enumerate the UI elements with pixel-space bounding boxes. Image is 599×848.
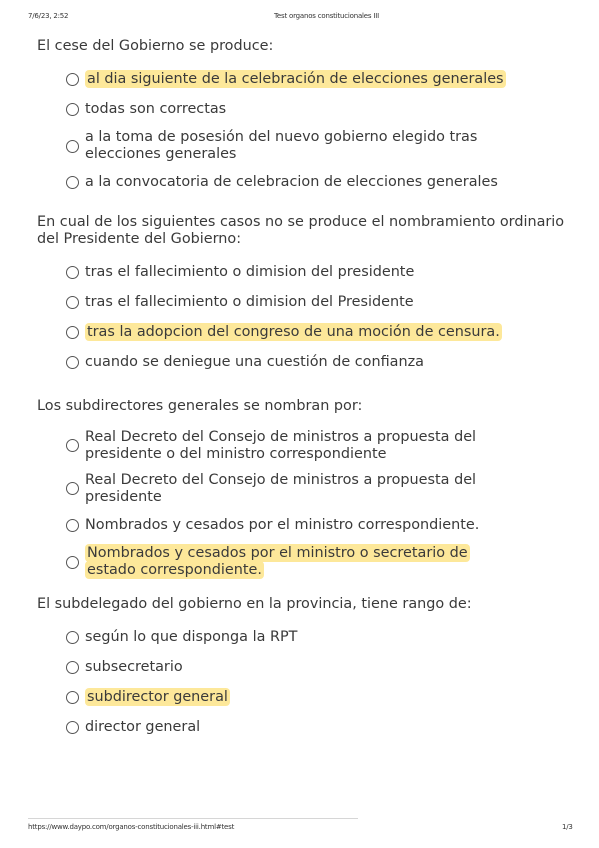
answer-option[interactable]	[66, 257, 577, 287]
answer-label: Real Decreto del Consejo de ministros a propuesta del presidente o del ministro correspondiente	[85, 428, 477, 462]
answer-label: subsecretario	[85, 658, 183, 675]
answer-option[interactable]	[66, 124, 577, 168]
question-text: El subdelegado del gobierno en la provincia, tiene rango de:	[37, 596, 472, 612]
question-1	[37, 38, 577, 196]
answer-label: Real Decreto del Consejo de ministros a propuesta del presidente	[85, 471, 477, 505]
page-number: 1/3	[562, 823, 573, 831]
radio-circle-icon[interactable]	[66, 266, 79, 279]
answer-label: tras el fallecimiento o dimision del presidente	[85, 263, 415, 280]
radio-circle-icon[interactable]	[66, 691, 79, 704]
answer-option[interactable]	[66, 540, 577, 584]
footer-divider	[28, 818, 358, 819]
question-text: El cese del Gobierno se produce:	[37, 38, 274, 54]
print-date: 7/6/23, 2:52	[28, 12, 69, 20]
radio-circle-icon[interactable]	[66, 73, 79, 86]
answer-label-highlighted: tras la adopcion del congreso de una moción de censura.	[87, 323, 500, 340]
answer-label: cuando se deniegue una cuestión de confianza	[85, 353, 424, 370]
answer-label: director general	[85, 718, 201, 735]
radio-circle-icon[interactable]	[66, 439, 79, 452]
answer-label-highlighted: Nombrados y cesados por el ministro o secretario de estado correspondiente.	[87, 545, 468, 578]
answer-label: tras el fallecimiento o dimision del Presidente	[85, 293, 414, 310]
question-text: Los subdirectores generales se nombran por:	[37, 398, 363, 414]
radio-circle-icon[interactable]	[66, 661, 79, 674]
radio-circle-icon[interactable]	[66, 103, 79, 116]
answer-option[interactable]	[66, 467, 577, 510]
answer-label: Nombrados y cesados por el ministro correspondiente.	[85, 516, 480, 533]
question-text: En cual de los siguientes casos no se produce el nombramiento ordinario del Presidente del Gobierno:	[37, 214, 565, 247]
answer-option[interactable]	[66, 64, 577, 94]
answer-option[interactable]	[66, 317, 577, 347]
radio-circle-icon[interactable]	[66, 556, 79, 569]
radio-circle-icon[interactable]	[66, 326, 79, 339]
answer-option[interactable]	[66, 622, 577, 652]
answer-label: todas son correctas	[85, 100, 227, 117]
answer-option[interactable]	[66, 652, 577, 682]
radio-circle-icon[interactable]	[66, 482, 79, 495]
radio-circle-icon[interactable]	[66, 140, 79, 153]
radio-circle-icon[interactable]	[66, 631, 79, 644]
answer-option[interactable]	[66, 287, 577, 317]
answer-option[interactable]	[66, 94, 577, 124]
answer-option[interactable]	[66, 424, 577, 467]
radio-circle-icon[interactable]	[66, 356, 79, 369]
answer-option[interactable]	[66, 347, 577, 377]
footer-url: https://www.daypo.com/organos-constitucionales-iii.html#test	[28, 823, 235, 831]
question-4	[37, 596, 577, 742]
radio-circle-icon[interactable]	[66, 519, 79, 532]
answer-option[interactable]	[66, 712, 577, 742]
question-2	[37, 214, 577, 377]
answer-label: según lo que disponga la RPT	[85, 628, 298, 645]
radio-circle-icon[interactable]	[66, 721, 79, 734]
radio-circle-icon[interactable]	[66, 176, 79, 189]
print-title: Test organos constitucionales III	[274, 12, 379, 20]
answer-label: a la toma de posesión del nuevo gobierno elegido tras elecciones generales	[85, 129, 478, 162]
answer-label: a la convocatoria de celebracion de elecciones generales	[85, 173, 498, 190]
radio-circle-icon[interactable]	[66, 296, 79, 309]
answer-option[interactable]	[66, 510, 577, 540]
question-3	[37, 398, 577, 584]
answer-option[interactable]	[66, 682, 577, 712]
answer-label-highlighted: al dia siguiente de la celebración de elecciones generales	[87, 70, 504, 87]
answer-option[interactable]	[66, 168, 577, 196]
answer-label-highlighted: subdirector general	[87, 688, 228, 705]
